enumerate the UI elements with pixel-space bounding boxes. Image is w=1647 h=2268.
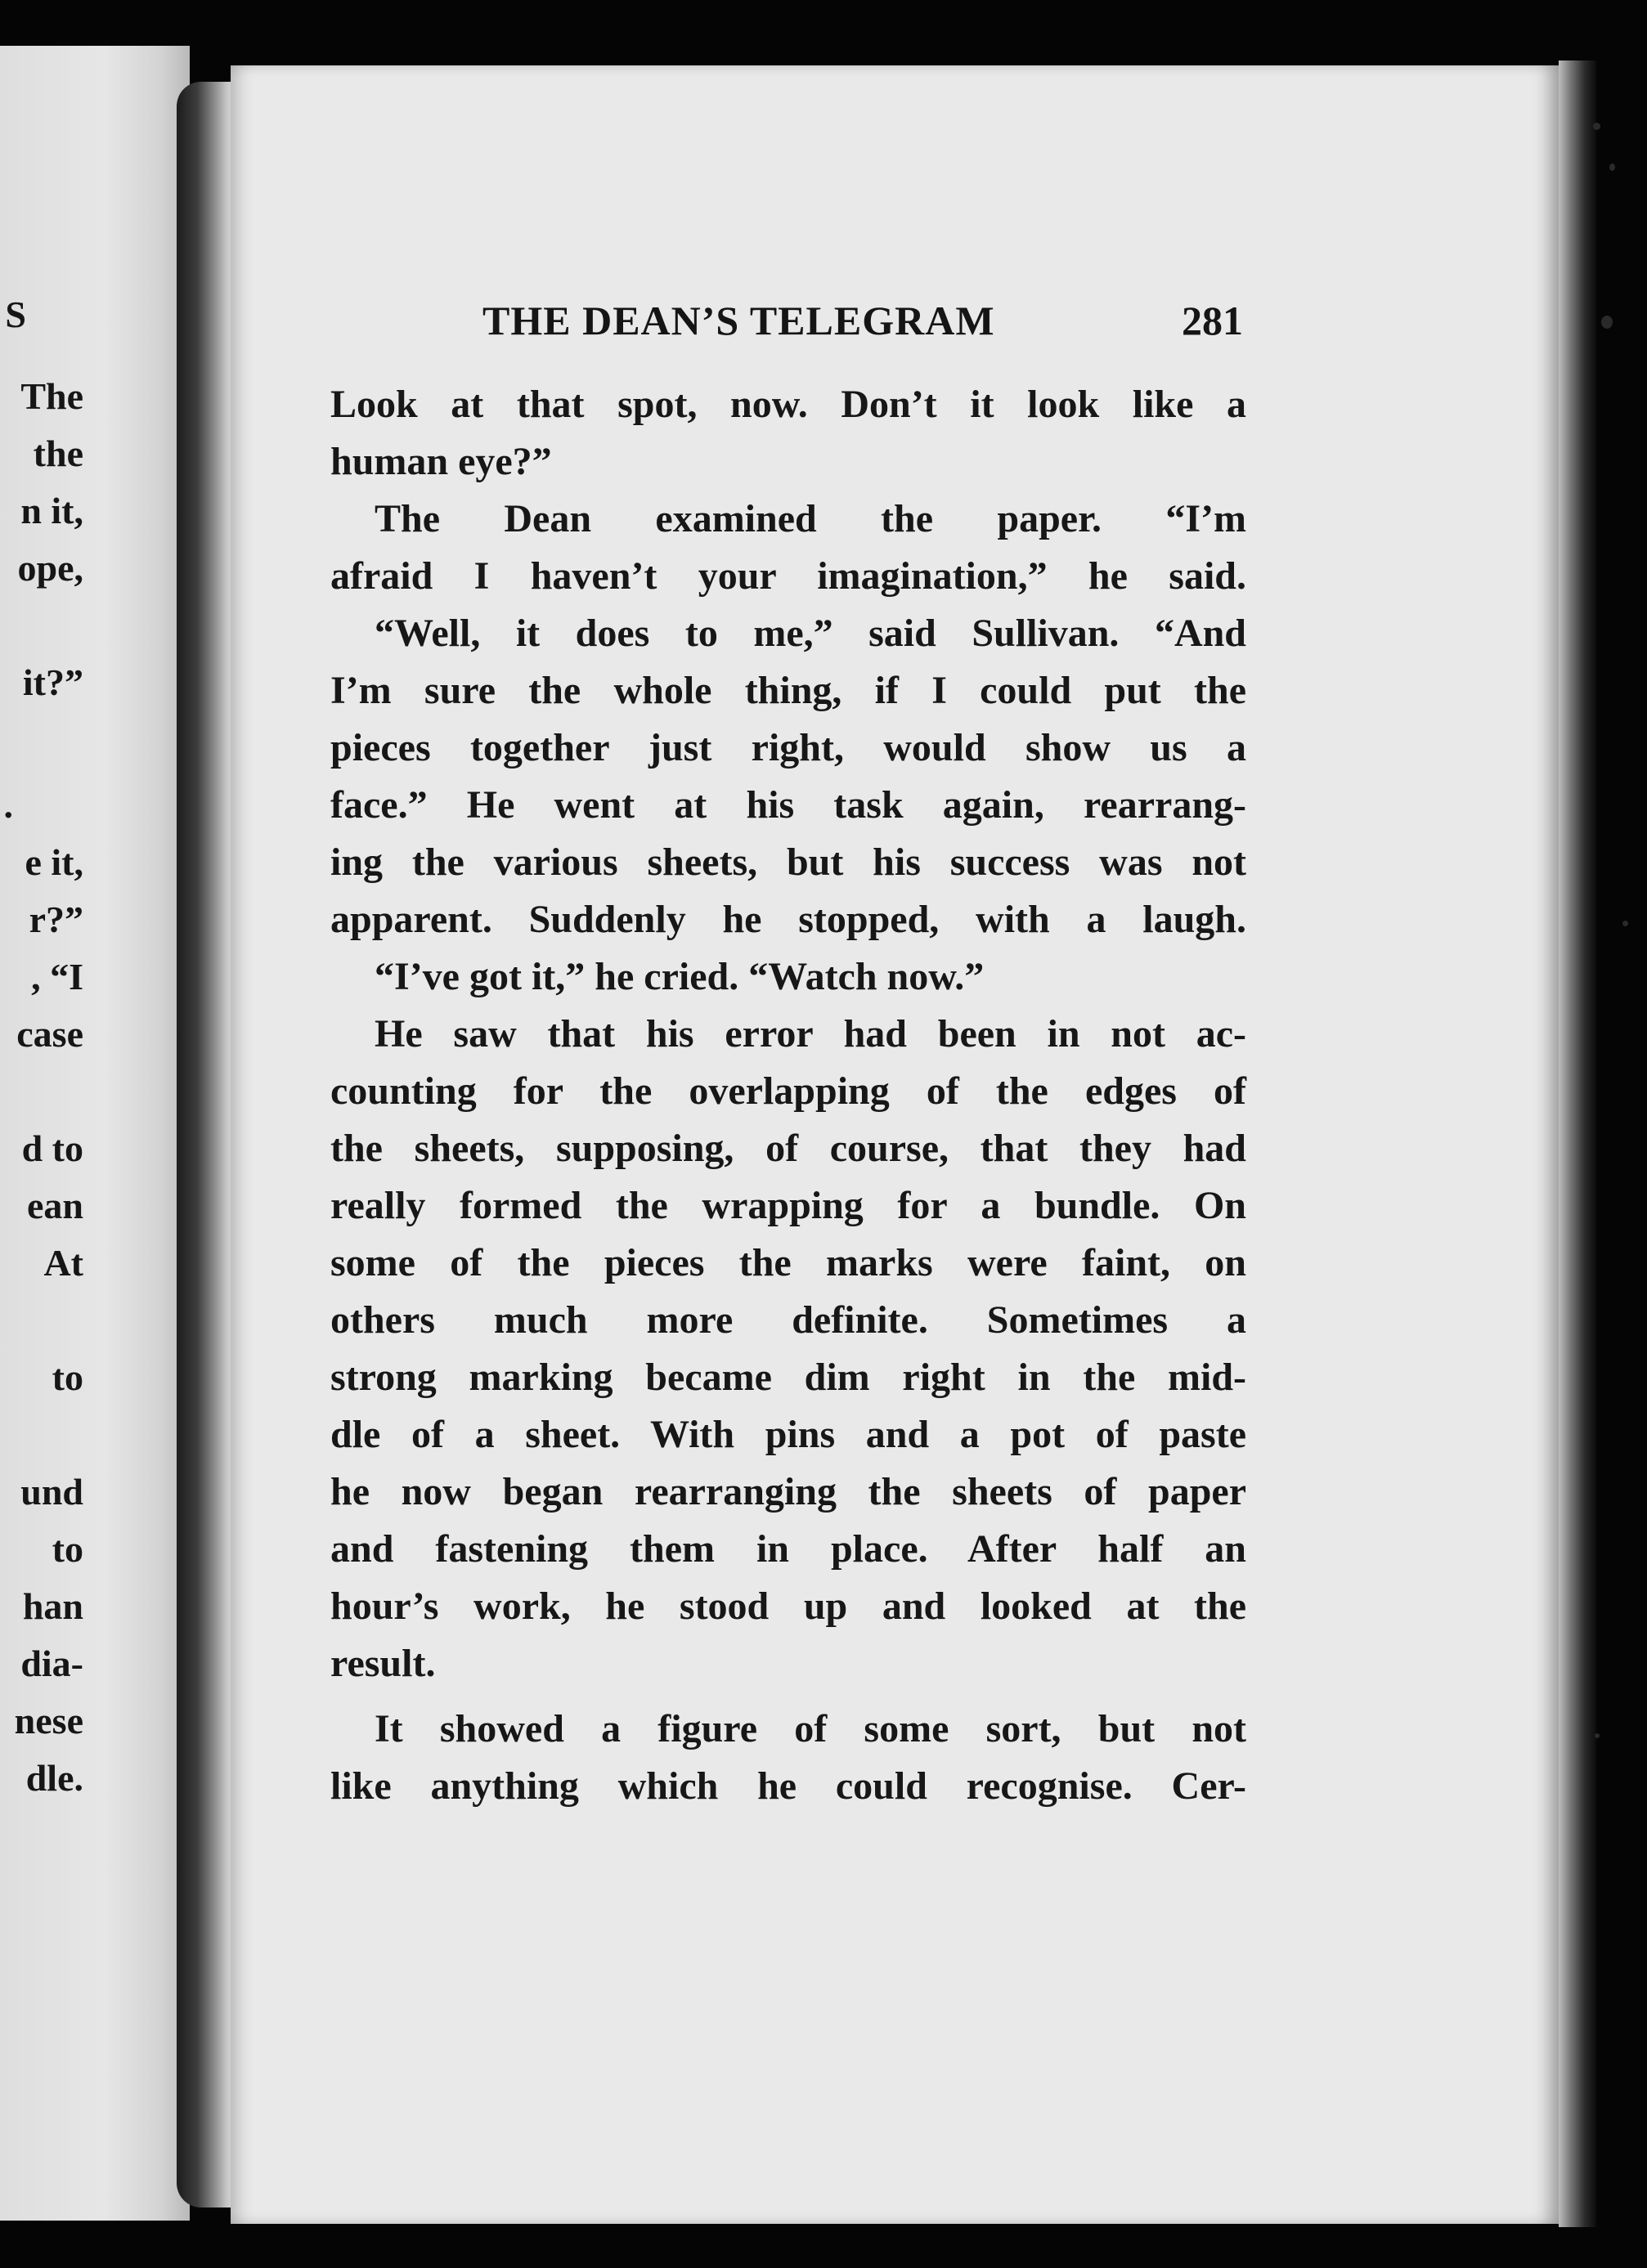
facing-page-fragment: S xyxy=(5,294,26,335)
body-text-line: He saw that his error had been in not ac- xyxy=(375,1012,1246,1056)
facing-page-fragment: it?” xyxy=(22,661,83,703)
body-text-line: Look at that spot, now. Don’t it look like a xyxy=(330,383,1246,426)
body-text-line: really formed the wrapping for a bundle. On xyxy=(330,1184,1246,1227)
body-text-line: the sheets, supposing, of course, that they had xyxy=(330,1127,1246,1170)
body-text-line: like anything which he could recognise. Cer- xyxy=(330,1764,1246,1808)
facing-page-fragment: d to xyxy=(21,1127,83,1169)
body-text-line: dle of a sheet. With pins and a pot of paste xyxy=(330,1413,1246,1456)
body-text-line: face.” He went at his task again, rearrang- xyxy=(330,783,1246,827)
body-text-line: pieces together just right, would show us a xyxy=(330,726,1246,769)
facing-page-fragment: case xyxy=(16,1013,83,1055)
facing-page-fragment: to xyxy=(52,1528,83,1570)
body-text-line: apparent. Suddenly he stopped, with a laugh. xyxy=(330,898,1246,941)
body-text-line: strong marking became dim right in the mid- xyxy=(330,1356,1246,1399)
running-title: THE DEAN’S TELEGRAM xyxy=(482,298,995,343)
facing-page-fragment: und xyxy=(20,1471,83,1513)
page-header xyxy=(482,297,1243,344)
speck xyxy=(1593,123,1600,130)
body-text-line: he now began rearranging the sheets of paper xyxy=(330,1470,1246,1513)
body-text-line: It showed a figure of some sort, but not xyxy=(375,1707,1246,1750)
body-text-line: human eye?” xyxy=(330,440,552,483)
facing-page-fragment: the xyxy=(33,433,83,474)
facing-page-fragment: ope, xyxy=(17,547,83,589)
speck xyxy=(1622,921,1628,926)
body-text-line: result. xyxy=(330,1642,436,1685)
body-text-line: counting for the overlapping of the edges of xyxy=(330,1069,1246,1113)
speck xyxy=(1601,316,1613,329)
facing-page-fragment: At xyxy=(43,1242,83,1284)
body-text-line: some of the pieces the marks were faint, on xyxy=(330,1241,1246,1284)
facing-page-fragment: , “I xyxy=(31,956,83,997)
page-edge xyxy=(1559,61,1596,2227)
body-text-line: ing the various sheets, but his success was not xyxy=(330,840,1246,884)
facing-page-fragment: n it, xyxy=(20,490,83,531)
facing-page-fragment: dle. xyxy=(25,1757,83,1799)
facing-page-fragment: han xyxy=(22,1585,83,1627)
body-text-line: afraid I haven’t your imagination,” he said. xyxy=(330,554,1246,598)
speck xyxy=(1595,1733,1600,1738)
book-gutter-shadow xyxy=(177,82,236,2207)
body-text-line: The Dean examined the paper. “I’m xyxy=(375,497,1246,540)
body-text-line: “Well, it does to me,” said Sullivan. “And xyxy=(375,612,1246,655)
body-text-line: “I’ve got it,” he cried. “Watch now.” xyxy=(375,955,985,998)
facing-page-fragment: The xyxy=(20,375,83,417)
body-text-line: I’m sure the whole thing, if I could put the xyxy=(330,669,1246,712)
facing-page-fragment: dia- xyxy=(20,1643,83,1684)
facing-page xyxy=(0,46,190,2221)
body-text-line: hour’s work, he stood up and looked at the xyxy=(330,1584,1246,1628)
speck xyxy=(1609,164,1615,171)
body-text-line: others much more definite. Sometimes a xyxy=(330,1298,1246,1342)
facing-page-fragment: to xyxy=(52,1356,83,1398)
body-text-line: and fastening them in place. After half an xyxy=(330,1527,1246,1571)
facing-page-fragment: e it, xyxy=(25,841,83,883)
facing-page-fragment: . xyxy=(3,784,13,826)
facing-page-fragment: nese xyxy=(14,1700,83,1741)
facing-page-fragment: ean xyxy=(27,1185,83,1226)
facing-page-fragment: r?” xyxy=(29,899,83,940)
page-number: 281 xyxy=(1182,298,1243,343)
